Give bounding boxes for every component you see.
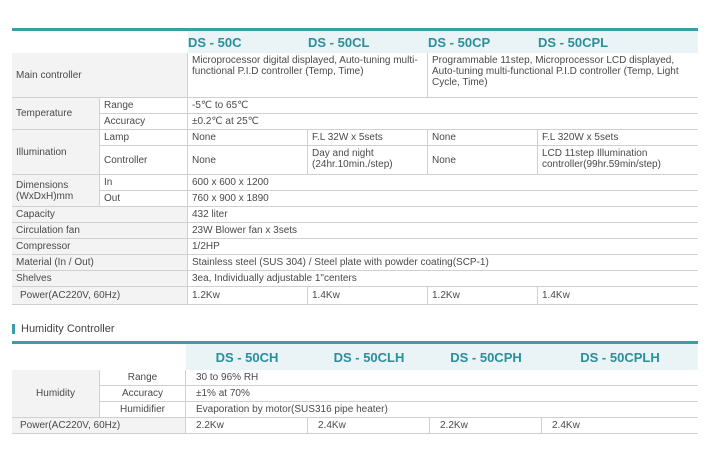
main-controller-value-2: Programmable 11step, Microprocessor LCD displayed, Auto-tuning multi-functional P.I.D controller (Temp, Light Cycle, Time) [428,53,698,98]
humidity-power-value-3: 2.2Kw [430,418,542,434]
model-ds-50cpl: DS - 50CPL [538,34,609,50]
power-label: Power(AC220V, 60Hz) [12,287,188,305]
humidity-grid [12,370,698,436]
illum-controller-value-3: None [428,146,538,175]
material-label: Material (In / Out) [12,255,188,271]
circulation-fan-value: 23W Blower fan x 3sets [188,223,698,239]
illumination-lamp-label: Lamp [100,130,188,146]
power-value-1: 1.2Kw [188,287,308,305]
dimensions-out-label: Out [100,191,188,207]
model-ds-50ch: DS - 50CH [215,349,279,365]
dimensions-in-label: In [100,175,188,191]
lamp-value-4: F.L 320W x 5sets [538,130,698,146]
humidity-label: Humidity [12,370,100,418]
section-marker [12,324,15,334]
dimensions-out-value: 760 x 900 x 1890 [188,191,698,207]
model-ds-50cph: DS - 50CPH [450,349,522,365]
dimensions-label: Dimensions (WxDxH)mm [12,175,100,207]
illumination-controller-label: Controller [100,146,188,175]
capacity-value: 432 liter [188,207,698,223]
model-ds-50cplh: DS - 50CPLH [580,349,660,365]
humidity-section-title [12,322,115,336]
humidity-model-header [186,344,698,370]
illumination-label: Illumination [12,130,100,175]
humidity-accuracy-label: Accuracy [100,386,186,402]
compressor-value: 1/2HP [188,239,698,255]
lamp-value-1: None [188,130,308,146]
main-controller-label: Main controller [12,53,188,98]
material-value: Stainless steel (SUS 304) / Steel plate with powder coating(SCP-1) [188,255,698,271]
model-ds-50clh: DS - 50CLH [333,349,405,365]
humidity-power-label: Power(AC220V, 60Hz) [12,418,186,434]
lamp-value-2: F.L 32W x 5sets [308,130,428,146]
humidity-range-label: Range [100,370,186,386]
illum-controller-value-2: Day and night (24hr.10min./step) [308,146,428,175]
temperature-accuracy-label: Accuracy [100,114,188,130]
illum-controller-value-4: LCD 11step Illumination controller(99hr.59min/step) [538,146,698,175]
power-value-2: 1.4Kw [308,287,428,305]
circulation-fan-label: Circulation fan [12,223,188,239]
temperature-accuracy-value: ±0.2℃ at 25℃ [188,114,698,130]
temperature-range-value: -5℃ to 65℃ [188,98,698,114]
shelves-label: Shelves [12,271,188,287]
main-controller-value-1: Microprocessor digital displayed, Auto-tuning multi-functional P.I.D controller (Temp, Time) [188,53,428,98]
humidifier-label: Humidifier [100,402,186,418]
humidity-power-value-4: 2.4Kw [542,418,698,434]
model-ds-50c: DS - 50C [188,34,242,50]
power-value-4: 1.4Kw [538,287,698,305]
model-ds-50cl: DS - 50CL [308,34,370,50]
compressor-label: Compressor [12,239,188,255]
lamp-value-3: None [428,130,538,146]
illum-controller-value-1: None [188,146,308,175]
power-value-3: 1.2Kw [428,287,538,305]
shelves-value: 3ea, Individually adjustable 1"centers [188,271,698,287]
temperature-range-label: Range [100,98,188,114]
temperature-label: Temperature [12,98,100,130]
humidity-table [12,341,698,436]
spec-table [12,28,698,305]
humidity-title-text: Humidity Controller [21,323,115,335]
humidifier-value: Evaporation by motor(SUS316 pipe heater) [186,402,698,418]
humidity-range-value: 30 to 96% RH [186,370,698,386]
model-header [188,31,698,53]
humidity-power-value-2: 2.4Kw [308,418,430,434]
model-ds-50cp: DS - 50CP [428,34,491,50]
capacity-label: Capacity [12,207,188,223]
humidity-accuracy-value: ±1% at 70% [186,386,698,402]
spec-grid [12,53,698,305]
humidity-power-value-1: 2.2Kw [186,418,308,434]
dimensions-in-value: 600 x 600 x 1200 [188,175,698,191]
